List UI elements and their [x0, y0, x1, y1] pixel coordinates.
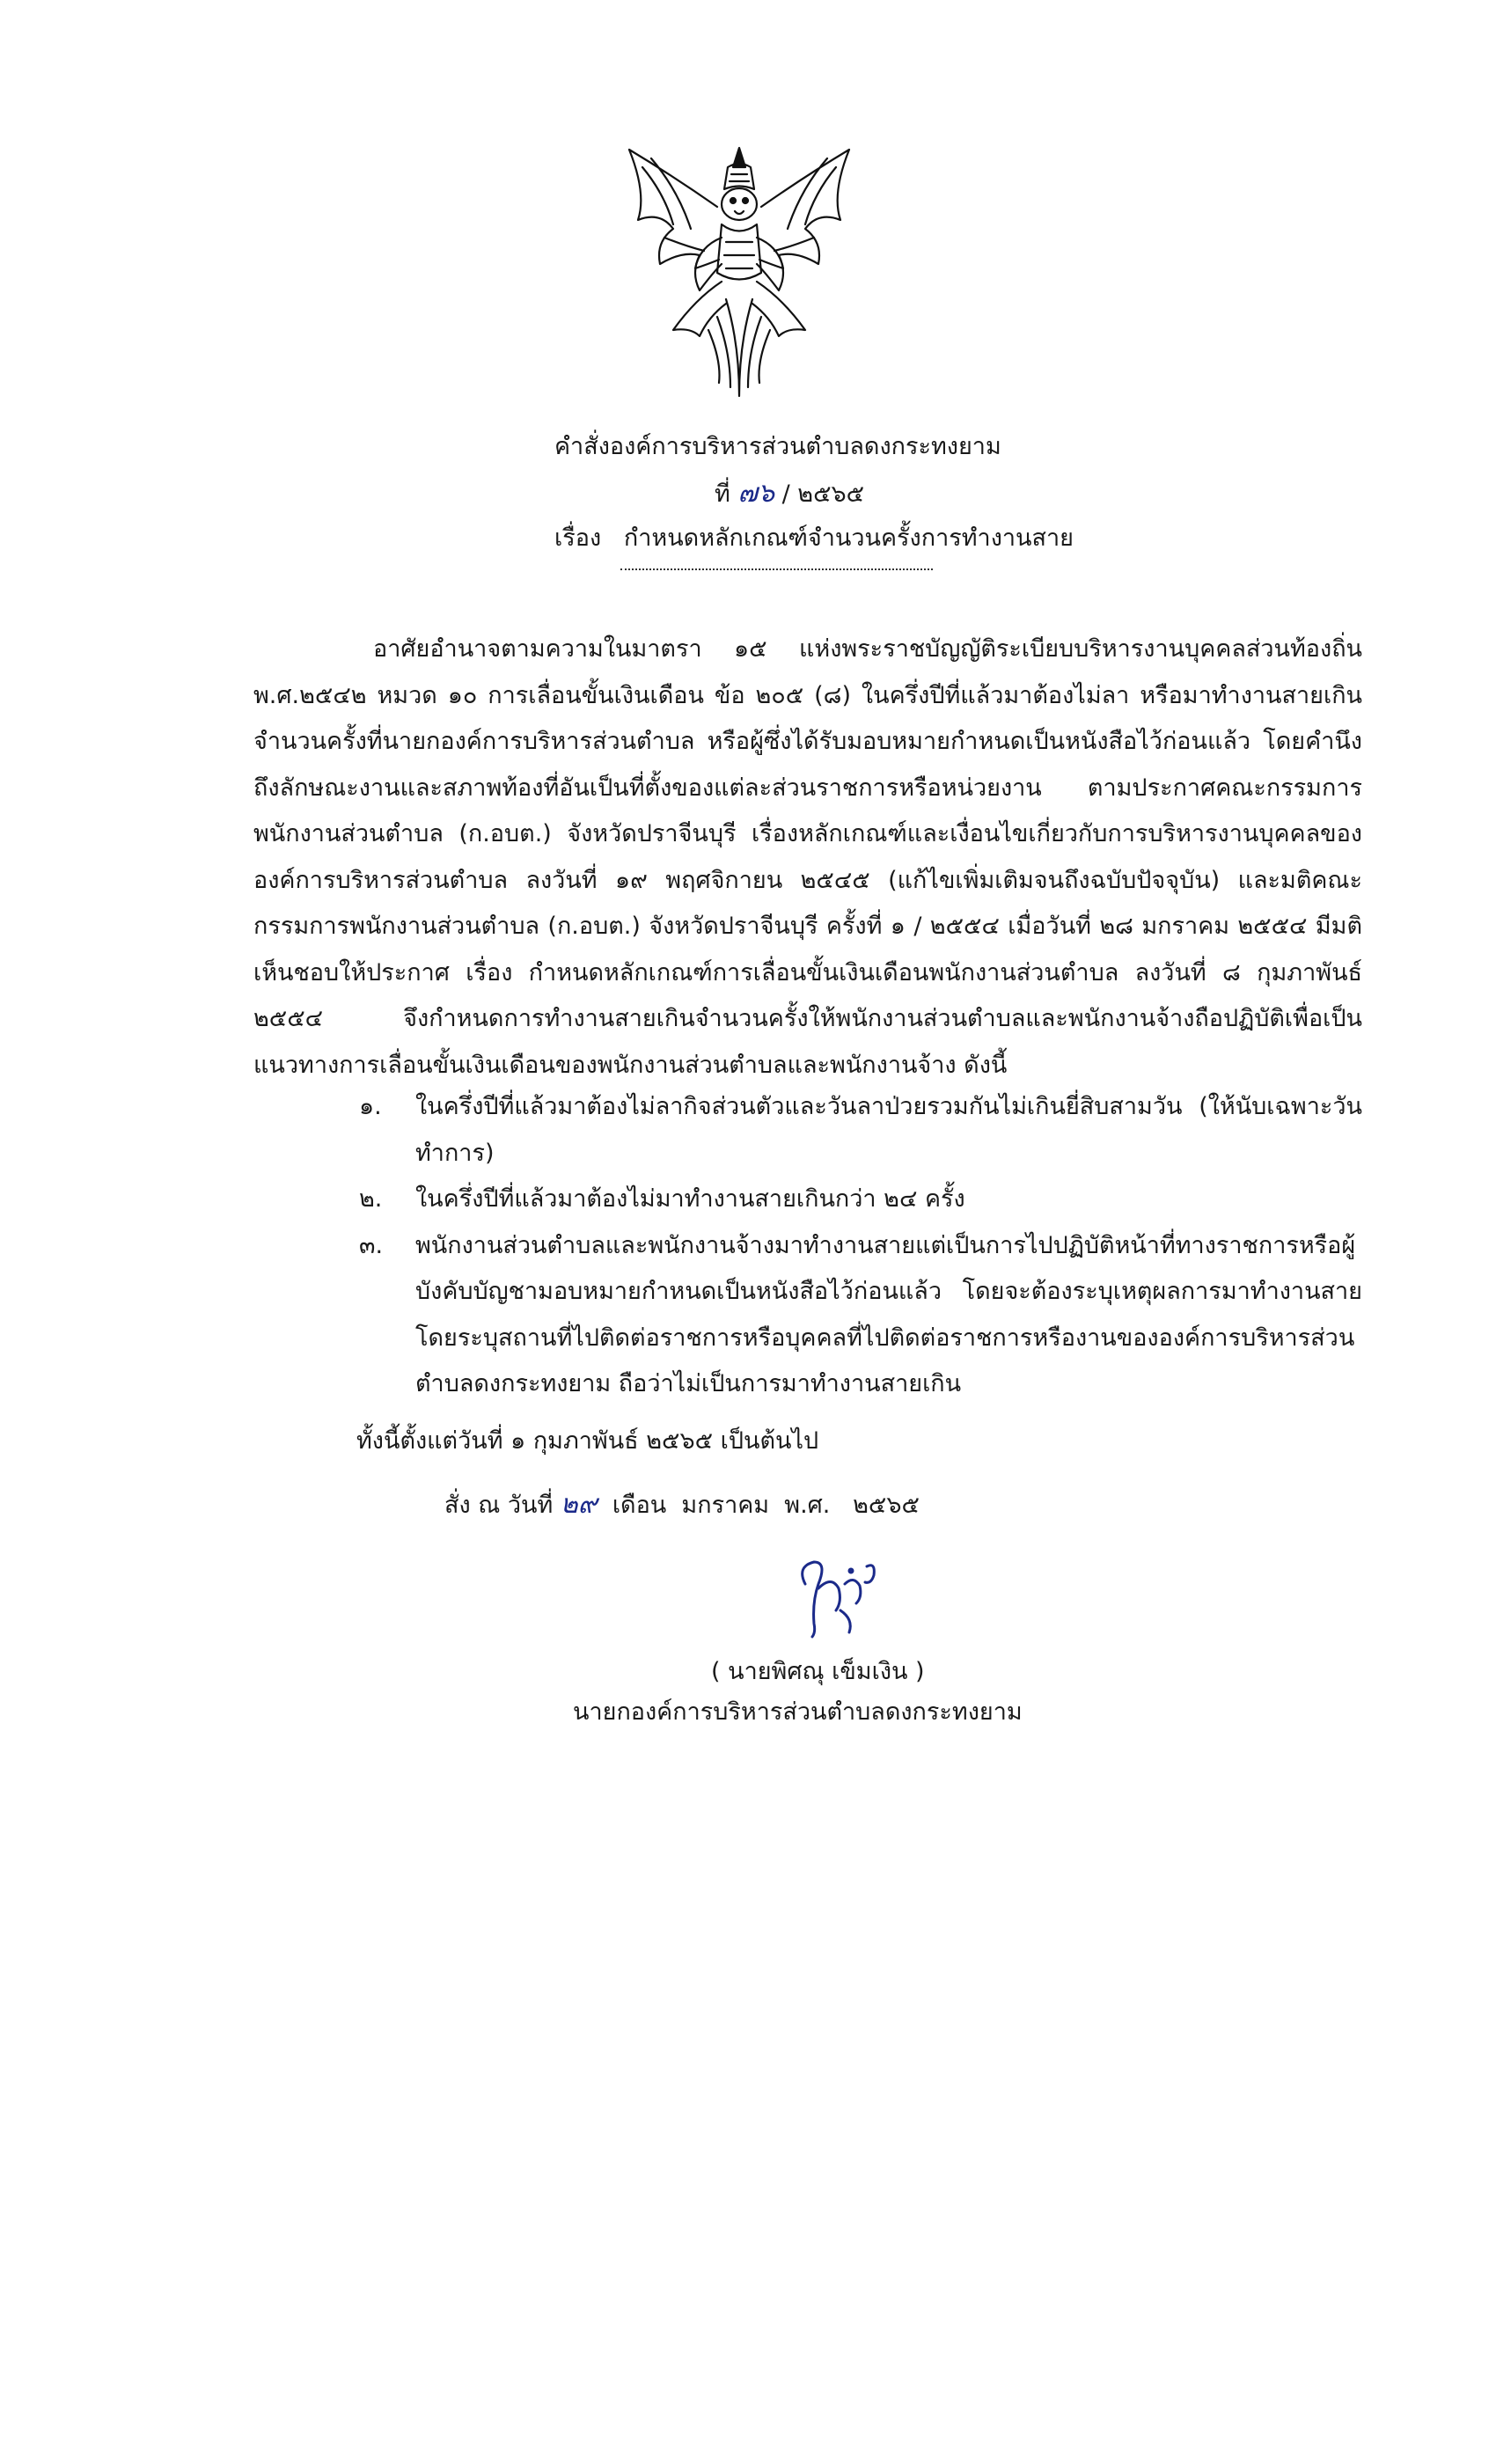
main-paragraph-text: อาศัยอำนาจตามความในมาตรา ๑๕ แห่งพระราชบัญญัติระเบียบบริหารงานบุคคลส่วนท้องถิ่น พ.ศ.๒๕๔๒ หมวด ๑๐ การเลื่อนขั้นเงินเดือน ข้อ ๒๐๕ (๘) ในครึ่งปีที่แล้วมาต้องไม่ลา หรือมาทำงานสายเกินจำนวนครั้งที่นายกองค์การบริหารส่วนตำบล หรือผู้ซึ่งได้รับมอบหมายกำหนดเป็นหนังสือไว้ก่อนแล้ว โดยคำนึงถึงลักษณะงานและสภาพท้องที่อันเป็นที่ตั้งของแต่ละส่วนราชการหรือหน่วยงาน ตามประกาศคณะกรรมการพนักงานส่วนตำบล (ก.อบต.) จังหวัดปราจีนบุรี เรื่องหลักเกณฑ์และเงื่อนไขเกี่ยวกับการบริหารงานบุคคลขององค์การบริหารส่วนตำบล ลงวันที่ ๑๙ พฤศจิกายน ๒๕๔๕ (แก้ไขเพิ่มเติมจนถึงฉบับปัจจุบัน) และมติคณะกรรมการพนักงานส่วนตำบล (ก.อบต.) จังหวัดปราจีนบุรี ครั้งที่ ๑ / ๒๕๕๔ เมื่อวันที่ ๒๘ มกราคม ๒๕๕๔ มีมติเห็นชอบให้ประกาศ เรื่อง กำหนดหลักเกณฑ์การเลื่อนขั้นเงินเดือนพนักงานส่วนตำบล ลงวันที่ ๘ กุมภาพันธ์ ๒๕๕๔ จึงกำหนดการทำงานสายเกินจำนวนครั้งให้พนักงานส่วนตำบลและพนักงานจ้างถือปฏิบัติเพื่อเป็นแนวทางการเลื่อนขั้นเงินเดือนของพนักงานส่วนตำบลและพนักงานจ้าง ดังนี้ [253, 635, 1362, 1079]
order-number-handwritten: ๗๖ [737, 478, 775, 509]
effective-date: ทั้งนี้ตั้งแต่วันที่ ๑ กุมภาพันธ์ ๒๕๖๕ เป็นต้นไป [356, 1427, 819, 1455]
order-date-year-label: พ.ศ. [784, 1492, 831, 1519]
list-item-text: ในครึ่งปีที่แล้วมาต้องไม่ลากิจส่วนตัวและวันลาป่วยรวมกันไม่เกินยี่สิบสามวัน (ให้นับเฉพาะวันทำการ) [415, 1093, 1362, 1167]
order-date-day-handwritten: ๒๙ [560, 1489, 598, 1520]
list-item-text: พนักงานส่วนตำบลและพนักงานจ้างมาทำงานสายแต่เป็นการไปปฏิบัติหน้าที่ทางราชการหรือผู้บังคับบัญชามอบหมายกำหนดเป็นหนังสือไว้ก่อนแล้ว โดยจะต้องระบุเหตุผลการมาทำงานสายโดยระบุสถานที่ไปติดต่อราชการหรือบุคคลที่ไปติดต่อราชการหรืองานขององค์การบริหารส่วนตำบลดงกระทงยาม ถือว่าไม่เป็นการมาทำงานสายเกิน [415, 1231, 1362, 1397]
order-date-year: ๒๕๖๕ [853, 1492, 920, 1519]
main-paragraph [253, 627, 1362, 1089]
signatory-name: ( นายพิศณุ เข็มเงิน ) [711, 1658, 925, 1685]
list-item-number: ๑. [359, 1093, 382, 1120]
order-date [444, 1487, 920, 1523]
header-divider [620, 568, 933, 570]
order-subject [554, 523, 1074, 554]
list-item [359, 1084, 1362, 1177]
order-date-prefix: สั่ง ณ วันที่ [444, 1492, 554, 1519]
criteria-list [359, 1084, 1362, 1408]
handwritten-signature [788, 1549, 893, 1646]
order-subject-text: กำหนดหลักเกณฑ์จำนวนครั้งการทำงานสาย [623, 524, 1074, 552]
order-date-month-label: เดือน [612, 1492, 667, 1519]
list-item [359, 1177, 1362, 1223]
order-number-suffix: / ๒๕๖๕ [781, 480, 865, 508]
order-number-prefix: ที่ [715, 480, 730, 508]
signatory-position: นายกองค์การบริหารส่วนตำบลดงกระทงยาม [573, 1698, 1023, 1726]
list-item-text: ในครึ่งปีที่แล้วมาต้องไม่มาทำงานสายเกินกว่า ๒๔ ครั้ง [415, 1185, 965, 1213]
order-subject-label: เรื่อง [554, 524, 602, 552]
order-title: คำสั่งองค์การบริหารส่วนตำบลดงกระทงยาม [554, 433, 1001, 460]
order-number [715, 478, 864, 510]
list-item-number: ๓. [359, 1231, 384, 1259]
list-item-number: ๒. [359, 1185, 383, 1213]
order-date-month: มกราคม [681, 1492, 770, 1519]
garuda-emblem-icon [612, 141, 867, 405]
list-item [359, 1223, 1362, 1408]
